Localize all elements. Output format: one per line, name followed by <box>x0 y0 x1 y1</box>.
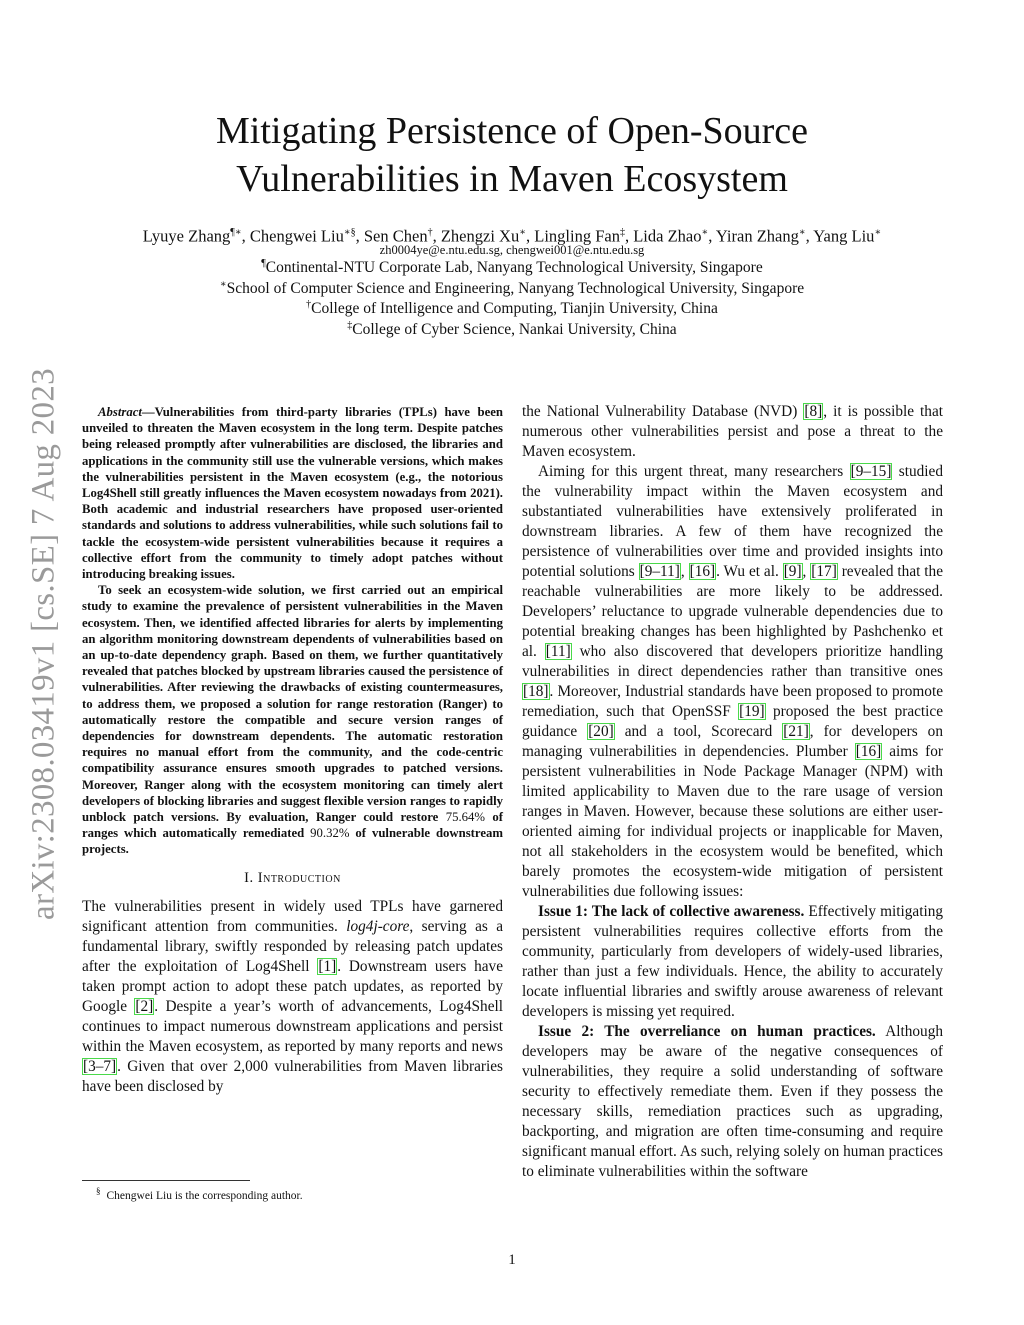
citation-link[interactable]: [11] <box>545 643 571 660</box>
issue-label: Issue 2: The overreliance on human practices. <box>538 1023 876 1040</box>
text-run: . Moreover, Industrial standards have been proposed to promote remediation, such that OpenSSF <box>522 683 943 720</box>
citation-link[interactable]: [9–15] <box>850 463 892 480</box>
text-run: , <box>680 563 689 580</box>
section-heading <box>82 870 503 887</box>
text-run: the National Vulnerability Database (NVD) <box>522 403 804 420</box>
footnote-mark: § <box>96 1186 101 1196</box>
title-line-2: Vulnerabilities in Maven Ecosystem <box>236 158 788 201</box>
author-name: Lyuye Zhang <box>142 226 231 246</box>
abstract-text: To seek an ecosystem-wide solution, we first carried out an empirical study to examine the prevalence of persistent vulnerabilities in the Maven ecosystem. Then, we identified affected libraries for alerts by implementing an algorithm monitoring downstream dependents of vulnerabilities based on an up-to-date dependency graph. Based on them, we further quantitatively revealed that patches blocked by upstream libraries caused the persistence of vulnerabilities. After reviewing the drawbacks of existing countermeasures, to address them, we proposed a solution for range restoration (Ranger) to automatically restore the compatible and secure version ranges of dependencies for downstream dependents. The automatic restoration requires no manual effort from the community, and the code-centric compatibility assurance ensures smooth upgrades to patched versions. Moreover, Ranger along with the ecosystem monitoring can timely alert developers of blocking libraries and suggest flexible version ranges to rapidly unblock patch versions. By evaluation, Ranger could restore <box>82 583 503 825</box>
abstract-paragraph-1 <box>82 404 503 582</box>
affiliation <box>0 320 1024 339</box>
text-run: Effectively mitigating persistent vulnerabilities requires collective efforts from the community, particularly from developers of widely-used libraries, rather than just a few individuals. Hence, the ability to accurately locate influential libraries and swiftly arouse awareness of relevant developers is missing yet required. <box>522 903 943 1020</box>
citation-link[interactable]: [21] <box>783 723 809 740</box>
author-mark: † <box>427 227 433 238</box>
text-run: proposed the best practice guidance <box>522 703 944 740</box>
text-run: , it is possible that numerous other vulnerabilities persist and pose a threat to the Maven ecosystem. <box>522 403 943 460</box>
affiliation-text: Continental-NTU Corporate Lab, Nanyang Technological University, Singapore <box>265 259 763 277</box>
text-run: The vulnerabilities present in widely used TPLs have garnered significant attention from communities. <box>82 897 503 935</box>
affiliation-mark: ‡ <box>347 320 353 331</box>
issue-2-paragraph <box>522 1022 943 1182</box>
abstract-text: —Vulnerabilities from third-party libraries (TPLs) have been unveiled to threaten the Maven ecosystem in the long term. Despite patches being released promptly after vulnerabilities are disclosed, the libraries and applications in the community still use the vulnerable versions, which makes the vulnerabilities persistent in the Maven ecosystem (e.g., the notorious Log4Shell still greatly influences the Maven ecosystem nowadays from 2021). Both academic and industrial researchers have proposed user-oriented standards and solutions to address vulnerabilities, while such solutions fail to tackle the ecosystem-wide persistent vulnerabilities because it requires a collective effort from the community to timely adopt patches without introducing breaking issues. <box>82 405 503 582</box>
author-name: Yiran Zhang <box>715 226 799 246</box>
author-name: Sen Chen <box>363 226 428 246</box>
intro-paragraph <box>82 897 503 1097</box>
author-name: Lida Zhao <box>633 226 702 246</box>
affiliation <box>0 258 1024 277</box>
citation-link[interactable]: [8] <box>804 403 823 420</box>
affiliation-text: College of Cyber Science, Nankai University, China <box>352 321 677 339</box>
affiliation-mark: ∗ <box>219 279 227 290</box>
abstract-percent: 75.64% <box>445 810 485 825</box>
author-name: Yang Liu <box>813 226 875 246</box>
citation-link[interactable]: [20] <box>588 723 614 740</box>
text-run: , for developers on managing vulnerabilities in dependencies. Plumber <box>522 723 943 760</box>
text-run: revealed that the reachable vulnerabilities are more likely to be addressed. Developers’ reluctance to upgrade vulnerable dependencies due to potential breaking changes has been highlighted by Pashchenko et al. <box>522 563 943 660</box>
abstract-paragraph-2 <box>82 582 503 857</box>
section-number: I. <box>244 869 258 886</box>
citation-link[interactable]: [2] <box>135 997 154 1015</box>
body-paragraph <box>522 402 943 462</box>
abstract-text: of vulnerable downstream projects. <box>82 826 504 857</box>
emphasis: log4j-core <box>346 917 410 935</box>
affiliation-text: School of Computer Science and Engineering, Nanyang Technological University, Singapore <box>226 280 805 298</box>
citation-link[interactable]: [9–11] <box>639 563 680 580</box>
footnote-rule <box>82 1180 250 1181</box>
author-name: Zhengzi Xu <box>440 226 520 246</box>
text-run: . Despite a year’s worth of advancements, Log4Shell continues to impact numerous downstream applications and persist within the Maven ecosystem, as reported by many reports and news <box>82 997 503 1055</box>
text-run: studied the vulnerability impact within the Maven ecosystem and substantiated vulnerabilities have extensively proliferated in downstream libraries. A few of them have recognized the persistence of vulnerabilities over time and provided insights into potential solutions <box>522 463 943 580</box>
text-run: Aiming for this urgent threat, many researchers <box>538 463 850 480</box>
citation-link[interactable]: [16] <box>855 743 882 760</box>
citation-link[interactable]: [9] <box>783 563 802 580</box>
text-run: , <box>802 563 811 580</box>
text-run: Although developers may be aware of the negative consequences of vulnerabilities, they require a solid understanding of software security to effectively remediate them. Even if they possess the necessary skills, remediation practices such as upgrading, backporting, and migration are often time-consuming and require significant manual effort. As such, relying solely on human practices to eliminate vulnerabilities within the software <box>522 1023 943 1180</box>
abstract-label: Abstract <box>98 405 142 419</box>
affiliation <box>0 279 1024 298</box>
section-title: Introduction <box>257 869 341 886</box>
arxiv-identifier: arXiv:2308.03419v1 [cs.SE] 7 Aug 2023 <box>25 368 62 920</box>
footnote <box>96 1186 303 1202</box>
author-mark: ∗ <box>874 227 882 238</box>
text-run: . Downstream users have taken prompt action to adopt these patch updates, as reported by Google <box>82 957 503 1015</box>
page-number: 1 <box>508 1252 516 1268</box>
affiliation-mark: ¶ <box>261 258 266 269</box>
affiliation-text: College of Intelligence and Computing, Tianjin University, China <box>311 300 718 318</box>
right-column <box>522 402 943 1182</box>
title-line-1: Mitigating Persistence of Open-Source <box>215 110 809 153</box>
author-name: Chengwei Liu <box>249 226 344 246</box>
citation-link[interactable]: [16] <box>689 563 716 580</box>
citation-link[interactable]: [19] <box>739 703 765 720</box>
text-run: aims for persistent vulnerabilities in Node Package Manager (NPM) with limited applicability to Maven due to the rare usage of version ranges in Maven. However, because these solutions are either user-oriented aiming for individual projects or inapplicable for Maven, not all stakeholders in the ecosystem would be benefited, which barely promotes the ecosystem-wide mitigation of persistent vulnerabilities due following issues: <box>522 743 943 900</box>
author-mark: ∗ <box>701 227 709 238</box>
author-mark: ∗ <box>519 227 526 238</box>
abstract <box>82 404 503 858</box>
author-emails: zh0004ye@e.ntu.edu.sg, chengwei001@e.ntu.edu.sg <box>379 243 645 257</box>
issue-label: Issue 1: The lack of collective awareness. <box>538 903 805 920</box>
author-name: Lingling Fan <box>534 226 620 246</box>
citation-link[interactable]: [3–7] <box>83 1057 117 1075</box>
body-paragraph <box>522 462 943 902</box>
author-mark: ∗ <box>798 227 806 238</box>
author-list: Lyuye Zhang¶∗, Chengwei Liu∗§, Sen Chen†, Zhengzi Xu∗, Lingling Fan‡, Lida Zhao∗, Yiran Zhang∗, Yang Liu∗ <box>142 226 882 246</box>
author-mark: ‡ <box>619 227 625 238</box>
author-mark: ∗§ <box>343 227 356 238</box>
abstract-text: of ranges which automatically remediated <box>82 810 504 841</box>
text-run: and a tool, Scorecard <box>614 723 783 740</box>
citation-link[interactable]: [18] <box>523 683 549 700</box>
affiliation <box>0 299 1024 318</box>
issue-1-paragraph <box>522 902 943 1022</box>
author-mark: ¶∗ <box>230 227 242 238</box>
introduction-text <box>82 897 503 1097</box>
text-run: . Wu et al. <box>716 563 783 580</box>
affiliation-mark: † <box>306 299 312 310</box>
text-run: . Given that over 2,000 vulnerabilities from Maven libraries have been disclosed by <box>82 1057 503 1095</box>
footnote-text: Chengwei Liu is the corresponding author. <box>106 1189 303 1202</box>
paper-title <box>0 107 1024 203</box>
abstract-percent: 90.32% <box>310 826 350 841</box>
text-run: who also discovered that developers prioritize handling vulnerabilities in direct dependencies rather than transitive ones <box>522 643 943 680</box>
text-run: , serving as a fundamental library, swiftly responded by releasing patch updates after the exploitation of Log4Shell <box>82 917 503 975</box>
left-column <box>82 404 503 1097</box>
citation-link[interactable]: [1] <box>318 957 337 975</box>
citation-link[interactable]: [17] <box>811 563 837 580</box>
